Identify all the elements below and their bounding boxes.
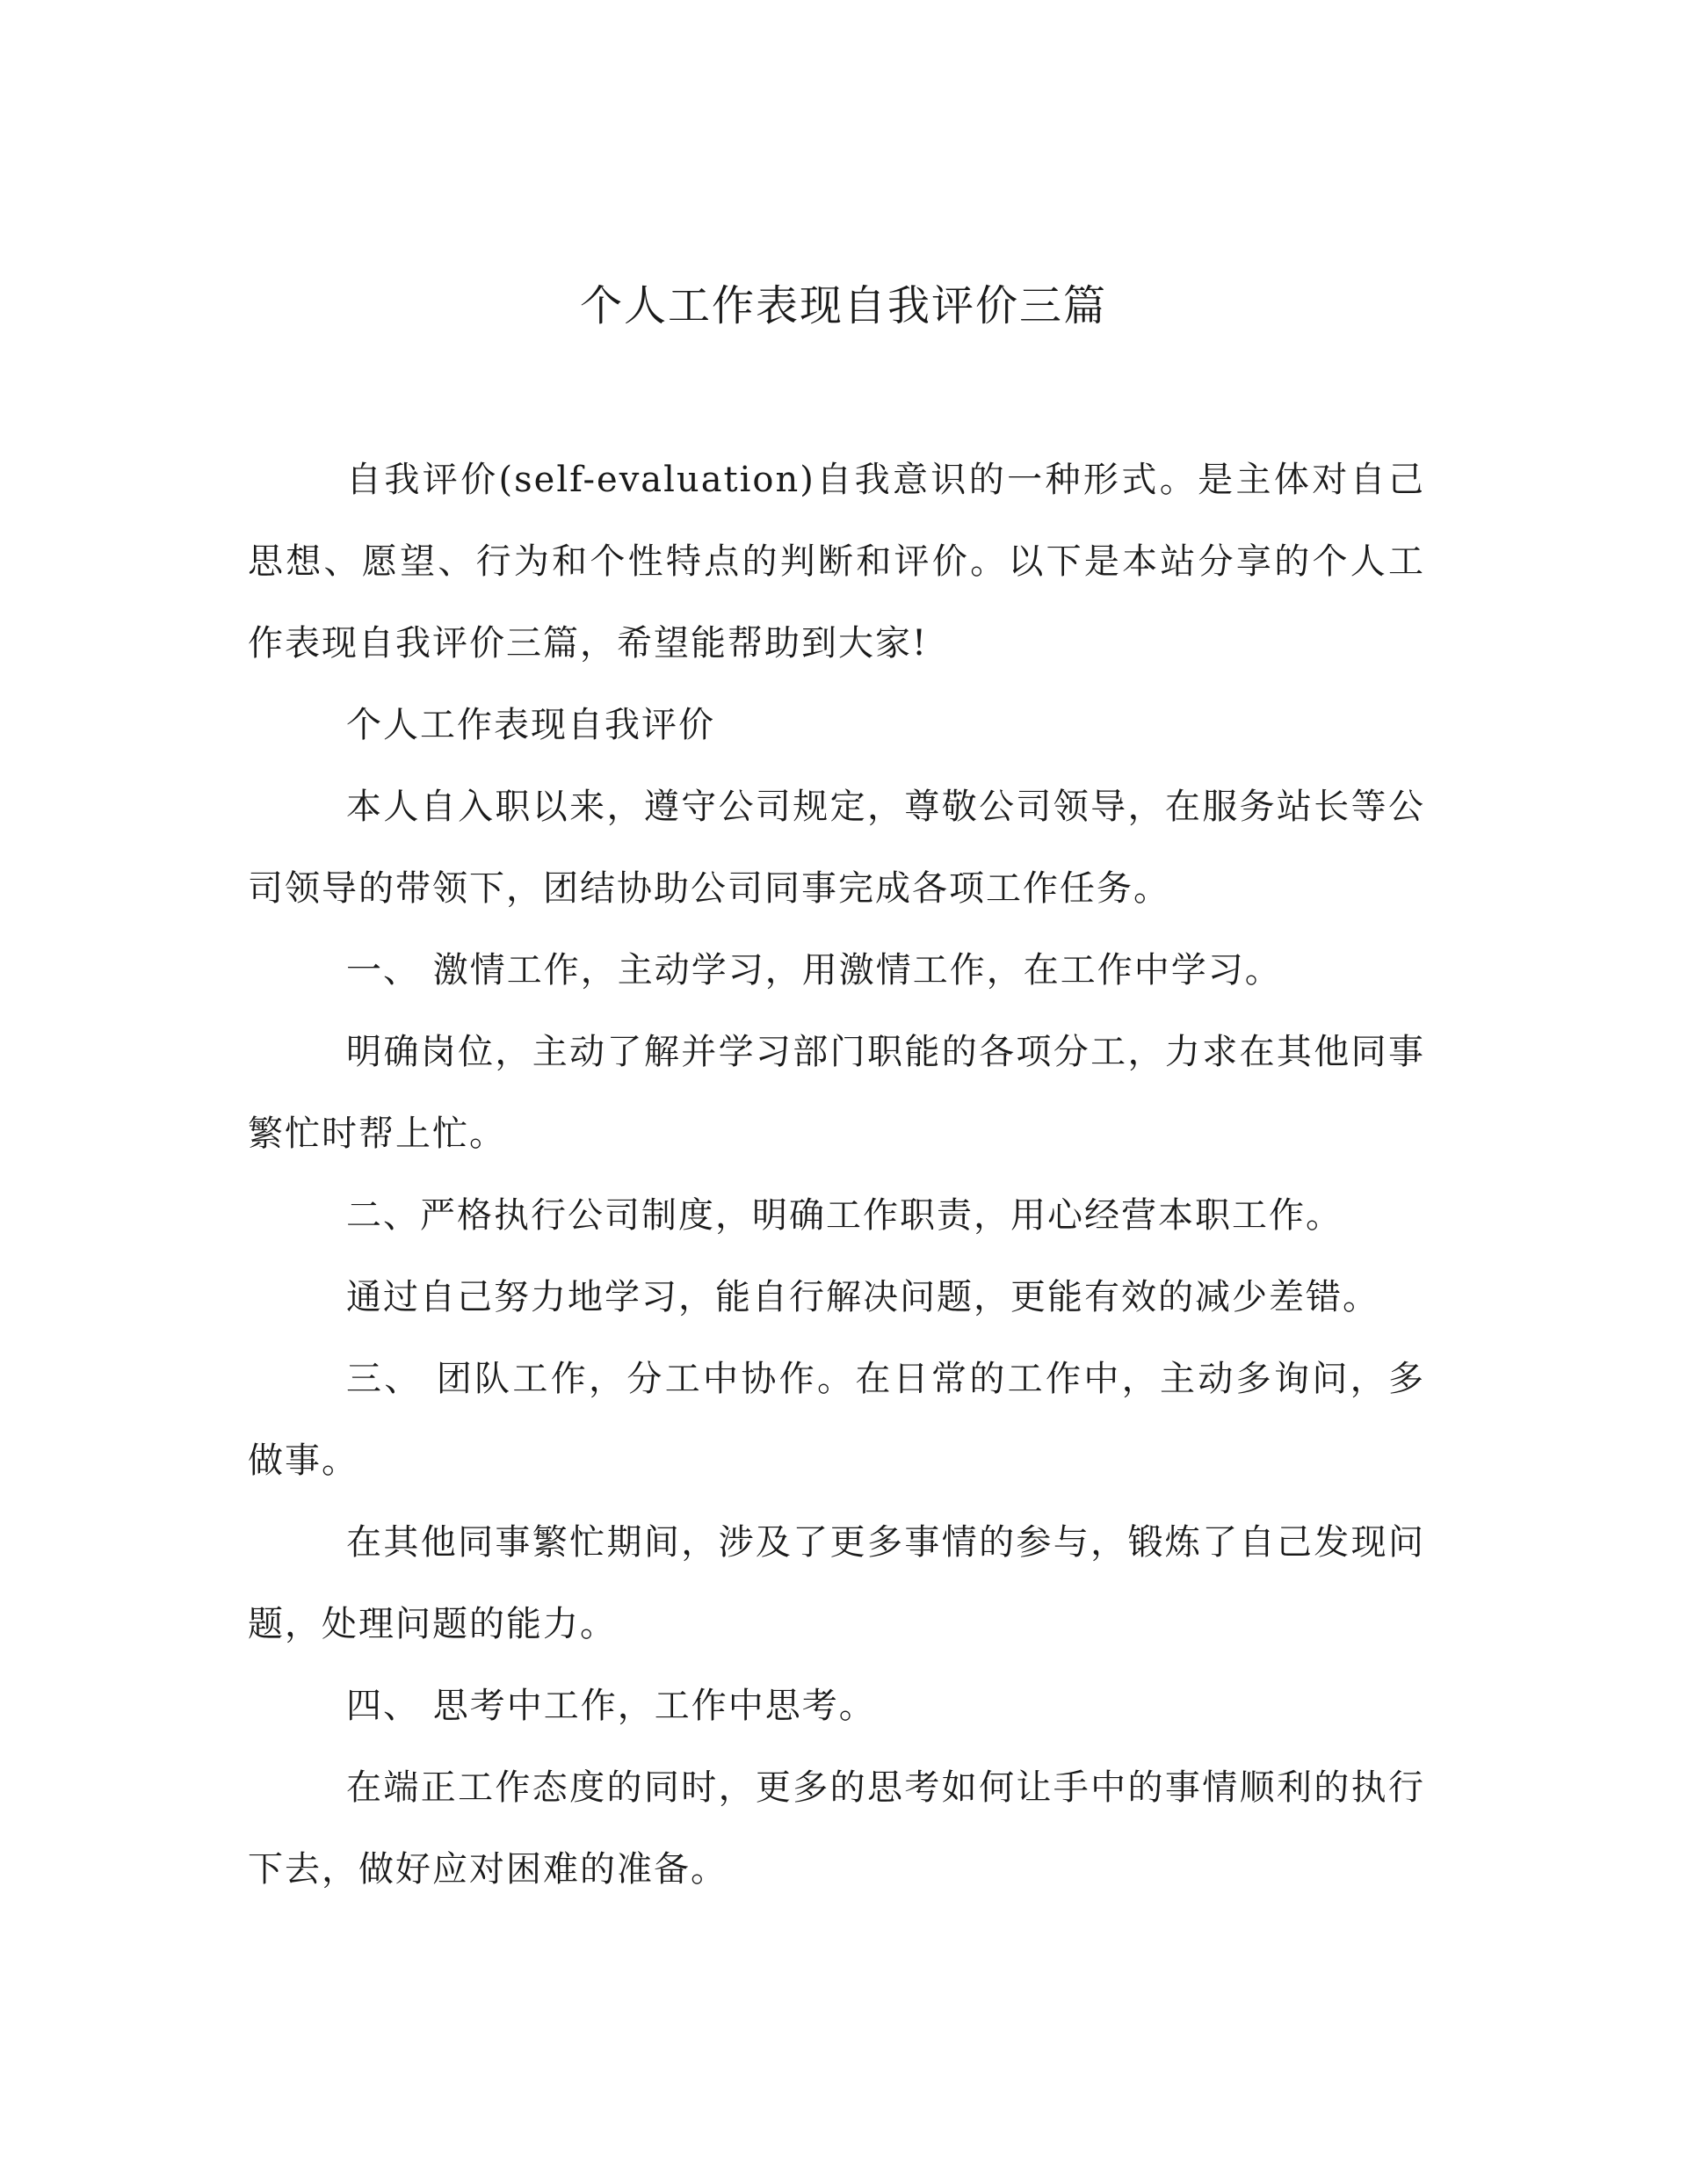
intro-paragraph: 自我评价(self-evaluation)自我意识的一种形式。是主体对自己思想、愿望、行为和个性特点的判断和评价。以下是本站分享的个人工作表现自我评价三篇，希望能帮助到大家! bbox=[248, 460, 1425, 664]
point-heading-4: 四、 思考中工作，工作中思考。 bbox=[346, 1686, 876, 1726]
body-paragraph: 明确岗位，主动了解并学习部门职能的各项分工，力求在其他同事繁忙时帮上忙。 bbox=[248, 1032, 1425, 1154]
body-paragraph: 通过自己努力地学习，能自行解决问题，更能有效的减少差错。 bbox=[346, 1277, 1379, 1317]
body-paragraph: 在端正工作态度的同时，更多的思考如何让手中的事情顺利的执行下去，做好应对困难的准备。 bbox=[248, 1767, 1425, 1890]
document-body bbox=[248, 439, 1425, 1911]
body-paragraph: 在其他同事繁忙期间，涉及了更多事情的参与，锻炼了自己发现问题，处理问题的能力。 bbox=[248, 1522, 1425, 1644]
point-heading-2: 二、严格执行公司制度，明确工作职责，用心经营本职工作。 bbox=[346, 1195, 1343, 1236]
point-heading-3: 三、 团队工作，分工中协作。在日常的工作中，主动多询问，多做事。 bbox=[248, 1359, 1425, 1481]
section-heading: 个人工作表现自我评价 bbox=[346, 705, 715, 745]
page-title: 个人工作表现自我评价三篇 bbox=[579, 281, 1107, 330]
point-heading-1: 一、 激情工作，主动学习，用激情工作，在工作中学习。 bbox=[346, 950, 1282, 990]
body-paragraph: 本人自入职以来，遵守公司规定，尊敬公司领导，在服务站长等公司领导的带领下，团结协助公司同事完成各项工作任务。 bbox=[248, 787, 1425, 909]
